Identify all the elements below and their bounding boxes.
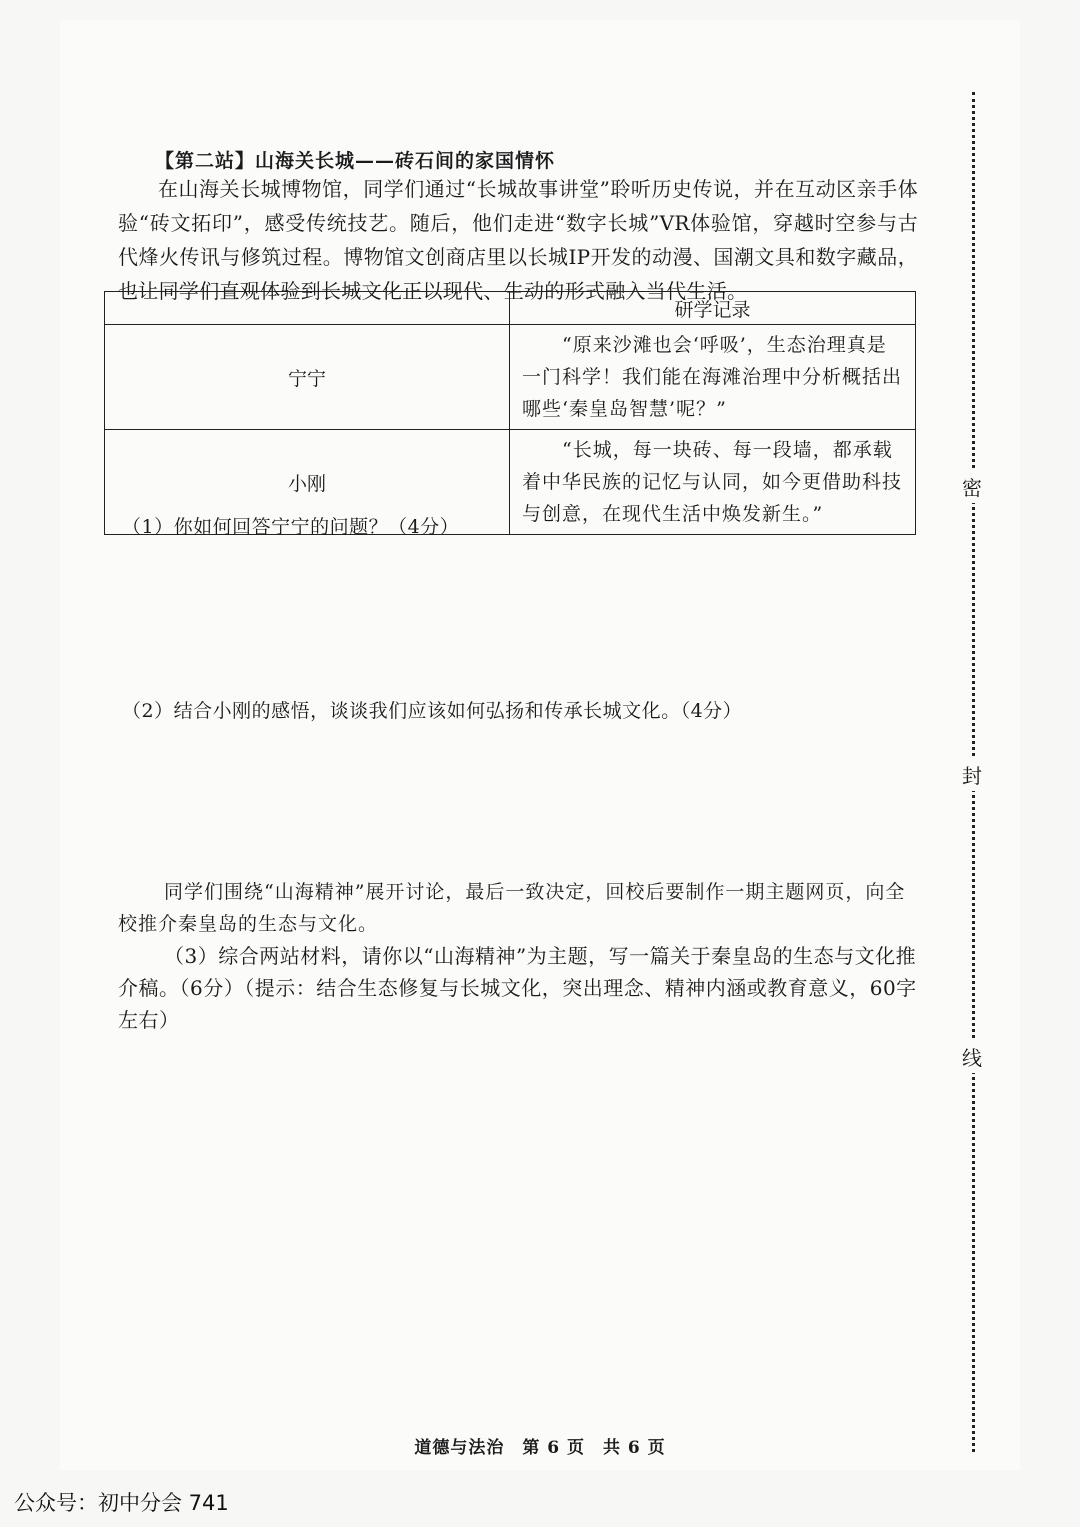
section-title: 【第二站】山海关长城——砖石间的家国情怀 — [155, 150, 556, 172]
question-1: （1）你如何回答宁宁的问题？（4分） — [122, 516, 460, 538]
binding-label-mi: 密 — [962, 470, 982, 503]
student-name: 小刚 — [105, 430, 510, 535]
record-quote — [510, 430, 916, 535]
discussion-paragraph: 同学们围绕“山海精神”展开讨论，最后一致决定，回校后要制作一期主题网页，向全校推介秦皇岛的生态与文化。 — [118, 881, 906, 935]
binding-label-xian: 线 — [962, 1040, 982, 1073]
table-header-empty — [105, 292, 510, 325]
question-2: （2）结合小刚的感悟，谈谈我们应该如何弘扬和传承长城文化。（4分） — [122, 700, 743, 722]
intro-paragraph: 在山海关长城博物馆，同学们通过“长城故事讲堂”聆听历史传说，并在互动区亲手体验“砖文拓印”，感受传统技艺。随后，他们走进“数字长城”VR体验馆，穿越时空参与古代烽火传讯与修筑过程。博物馆文创商店里以长城IP开发的动漫、国潮文具和数字藏品，也让同学们直观体验到长城文化正以现代、生动的形式融入当代生活。 — [118, 177, 918, 303]
table-header-record: 研学记录 — [510, 292, 916, 325]
student-name: 宁宁 — [105, 325, 510, 430]
table-header-row — [105, 292, 916, 325]
watermark: 公众号：初中分会 741 — [14, 1491, 229, 1515]
record-table — [104, 291, 916, 535]
question-3: （3）综合两站材料，请你以“山海精神”为主题，写一篇关于秦皇岛的生态与文化推介稿。（6分）（提示：结合生态修复与长城文化，突出理念、精神内涵或教育意义，60字左右） — [118, 944, 917, 1032]
page-footer: 道德与法治 第 6 页 共 6 页 — [414, 1438, 666, 1458]
record-quote-text: “原来沙滩也会‘呼吸’，生态治理真是一门科学！我们能在海滩治理中分析概括出哪些‘秦皇岛智慧’呢？” — [522, 334, 903, 420]
table-row — [105, 325, 916, 430]
binding-label-feng: 封 — [962, 758, 982, 791]
record-quote — [510, 325, 916, 430]
record-quote-text: “长城，每一块砖、每一段墙，都承载着中华民族的记忆与认同，如今更借助科技与创意，在现代生活中焕发新生。” — [522, 439, 903, 525]
